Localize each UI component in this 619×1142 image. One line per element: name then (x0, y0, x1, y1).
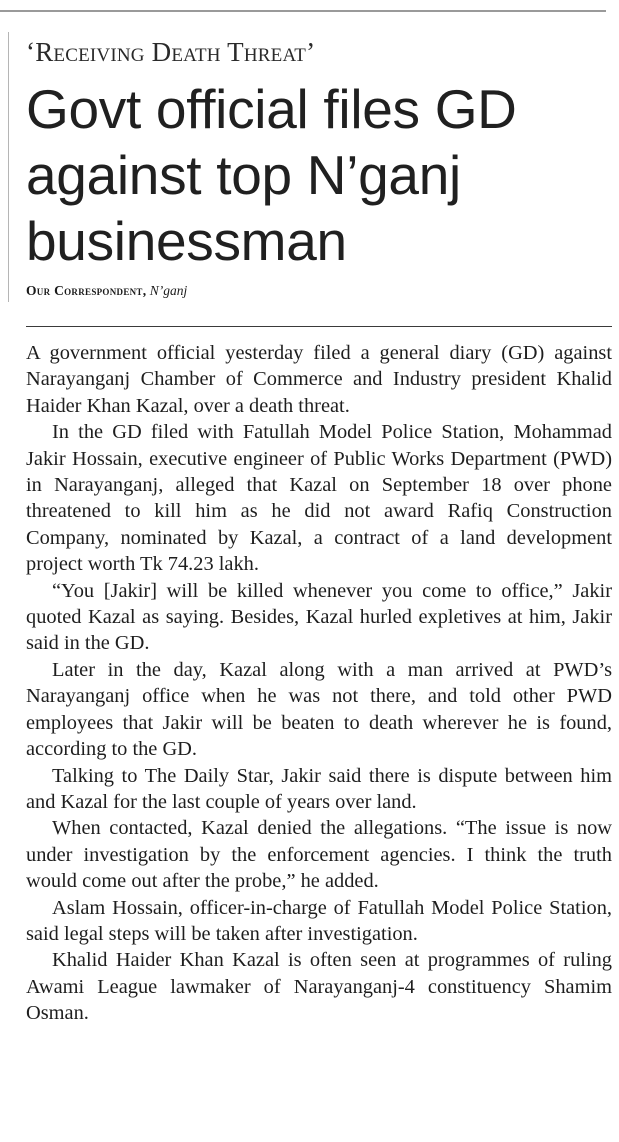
paragraph-7: Aslam Hossain, officer-in-charge of Fatullah Model Police Station, said legal steps will be taken after investigation. (26, 896, 612, 945)
paragraph-1: A government official yesterday filed a general diary (GD) against Narayanganj Chamber of Commerce and Industry president Khalid Haider Khan Kazal, over a death threat. (26, 342, 612, 417)
byline-author: Our Correspondent, (26, 283, 147, 298)
headline-line-2: against top N’ganj (26, 144, 461, 206)
headline (26, 76, 612, 274)
headline-line-3: businessman (26, 210, 347, 272)
kicker: ‘Receiving Death Threat’ (26, 37, 316, 67)
paragraph-5: Talking to The Daily Star, Jakir said there is dispute between him and Kazal for the last couple of years over land. (26, 764, 612, 813)
paragraph-2: In the GD filed with Fatullah Model Police Station, Mohammad Jakir Hossain, executive engineer of Public Works Department (PWD) in Narayanganj, alleged that Kazal on September 18 over phone threatened to kill him as he did not award Rafiq Construction Company, nominated by Kazal, a contract of a land development project worth Tk 74.23 lakh. (26, 421, 612, 576)
left-column-rule (8, 32, 9, 302)
article-header (26, 34, 612, 300)
headline-divider (26, 326, 612, 327)
byline (26, 282, 612, 300)
paragraph-3: “You [Jakir] will be killed whenever you come to office,” Jakir quoted Kazal as saying. Besides, Kazal hurled expletives at him, Jakir said in the GD. (26, 579, 612, 655)
article-body (26, 340, 612, 1027)
byline-location: N’ganj (149, 283, 188, 298)
paragraph-8: Khalid Haider Khan Kazal is often seen at programmes of ruling Awami League lawmaker of Narayanganj-4 constituency Shamim Osman. (26, 949, 612, 1025)
headline-line-1: Govt official files GD (26, 78, 517, 140)
top-rule (0, 10, 606, 12)
paragraph-6: When contacted, Kazal denied the allegations. “The issue is now under investigation by the enforcement agencies. I think the truth would come out after the probe,” he added. (26, 817, 612, 893)
paragraph-4: Later in the day, Kazal along with a man arrived at PWD’s Narayanganj office when he was not there, and told other PWD employees that Jakir will be beaten to death wherever he is found, according to the GD. (26, 658, 612, 761)
